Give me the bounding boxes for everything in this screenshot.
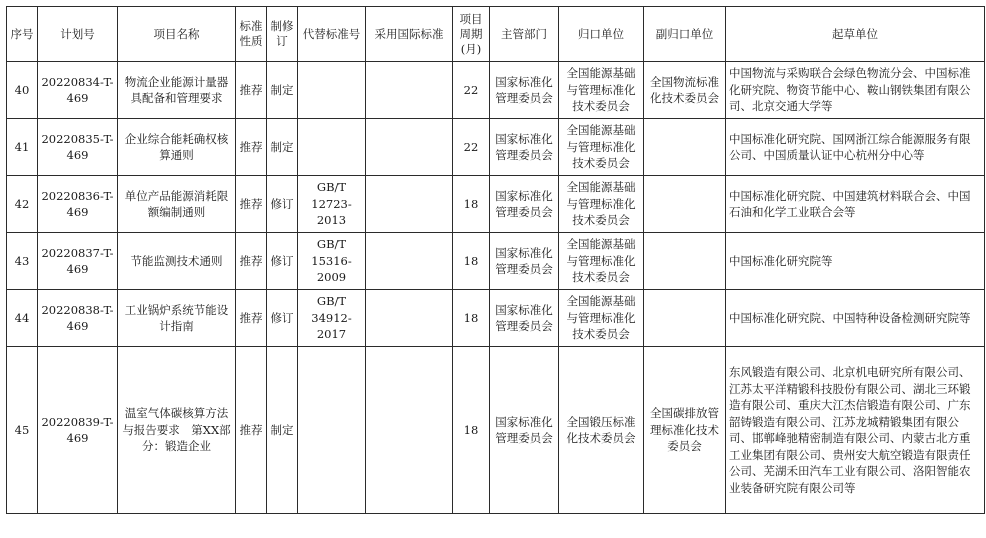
cell-seq: 44 [7, 290, 38, 347]
table-row [7, 233, 985, 290]
cell-revise: 制定 [267, 347, 298, 514]
cell-project-name: 企业综合能耗确权核算通则 [118, 119, 236, 176]
cell-project-name: 温室气体碳核算方法与报告要求 第XX部分：锻造企业 [118, 347, 236, 514]
cell-period: 18 [453, 347, 490, 514]
cell-seq: 42 [7, 176, 38, 233]
cell-sub-unit [644, 119, 726, 176]
standards-plan-table [6, 6, 985, 514]
standards-plan-sheet [6, 6, 984, 514]
cell-revise: 制定 [267, 119, 298, 176]
table-row [7, 290, 985, 347]
header-unit: 归口单位 [559, 7, 644, 62]
cell-drafter: 中国标准化研究院、中国建筑材料联合会、中国石油和化学工业联合会等 [726, 176, 985, 233]
cell-intl [366, 62, 453, 119]
cell-dept: 国家标准化管理委员会 [490, 290, 559, 347]
header-sub-unit: 副归口单位 [644, 7, 726, 62]
cell-period: 22 [453, 62, 490, 119]
cell-plan-no: 20220836-T-469 [38, 176, 118, 233]
cell-period: 18 [453, 176, 490, 233]
cell-dept: 国家标准化管理委员会 [490, 119, 559, 176]
cell-period: 18 [453, 290, 490, 347]
cell-replace [298, 347, 366, 514]
cell-unit: 全国锻压标准化技术委员会 [559, 347, 644, 514]
cell-unit: 全国能源基础与管理标准化技术委员会 [559, 176, 644, 233]
table-row [7, 176, 985, 233]
cell-drafter: 中国标准化研究院等 [726, 233, 985, 290]
cell-seq: 45 [7, 347, 38, 514]
header-nature: 标准性质 [236, 7, 267, 62]
cell-period: 18 [453, 233, 490, 290]
cell-replace: GB/T 34912-2017 [298, 290, 366, 347]
cell-intl [366, 347, 453, 514]
cell-replace [298, 62, 366, 119]
cell-nature: 推荐 [236, 290, 267, 347]
cell-revise: 修订 [267, 290, 298, 347]
cell-dept: 国家标准化管理委员会 [490, 347, 559, 514]
header-plan-no: 计划号 [38, 7, 118, 62]
header-row [7, 7, 985, 62]
cell-sub-unit [644, 290, 726, 347]
cell-revise: 制定 [267, 62, 298, 119]
cell-unit: 全国能源基础与管理标准化技术委员会 [559, 290, 644, 347]
table-row [7, 119, 985, 176]
cell-nature: 推荐 [236, 62, 267, 119]
cell-sub-unit: 全国碳排放管理标准化技术委员会 [644, 347, 726, 514]
cell-sub-unit [644, 176, 726, 233]
header-project-name: 项目名称 [118, 7, 236, 62]
cell-intl [366, 119, 453, 176]
cell-dept: 国家标准化管理委员会 [490, 233, 559, 290]
header-drafter: 起草单位 [726, 7, 985, 62]
cell-project-name: 单位产品能源消耗限额编制通则 [118, 176, 236, 233]
header-intl: 采用国际标准 [366, 7, 453, 62]
cell-sub-unit [644, 233, 726, 290]
cell-sub-unit: 全国物流标准化技术委员会 [644, 62, 726, 119]
cell-drafter: 中国标准化研究院、中国特种设备检测研究院等 [726, 290, 985, 347]
cell-seq: 43 [7, 233, 38, 290]
cell-drafter: 东风锻造有限公司、北京机电研究所有限公司、江苏太平洋精锻科技股份有限公司、湖北三环锻造有限公司、重庆大江杰信锻造有限公司、广东韶铸锻造有限公司、江苏龙城精锻集团有限公司、邯郸峰驰精密制造有限公司、内蒙古北方重工业集团有限公司、贵州安大航空锻造有限责任公司、芜湖禾田汽车工业有限公司、洛阳智能农业装备研究院有限公司等 [726, 347, 985, 514]
cell-dept: 国家标准化管理委员会 [490, 62, 559, 119]
cell-project-name: 节能监测技术通则 [118, 233, 236, 290]
header-period: 项目周期(月) [453, 7, 490, 62]
cell-intl [366, 176, 453, 233]
table-row [7, 62, 985, 119]
cell-replace: GB/T 15316-2009 [298, 233, 366, 290]
header-seq: 序号 [7, 7, 38, 62]
cell-nature: 推荐 [236, 176, 267, 233]
cell-revise: 修订 [267, 176, 298, 233]
cell-plan-no: 20220838-T-469 [38, 290, 118, 347]
header-revise: 制修订 [267, 7, 298, 62]
cell-nature: 推荐 [236, 233, 267, 290]
cell-plan-no: 20220834-T-469 [38, 62, 118, 119]
cell-nature: 推荐 [236, 347, 267, 514]
cell-revise: 修订 [267, 233, 298, 290]
cell-unit: 全国能源基础与管理标准化技术委员会 [559, 233, 644, 290]
cell-drafter: 中国标准化研究院、国网浙江综合能源服务有限公司、中国质量认证中心杭州分中心等 [726, 119, 985, 176]
cell-unit: 全国能源基础与管理标准化技术委员会 [559, 119, 644, 176]
cell-project-name: 物流企业能源计量器具配备和管理要求 [118, 62, 236, 119]
table-row [7, 347, 985, 514]
cell-unit: 全国能源基础与管理标准化技术委员会 [559, 62, 644, 119]
cell-dept: 国家标准化管理委员会 [490, 176, 559, 233]
cell-plan-no: 20220835-T-469 [38, 119, 118, 176]
cell-replace [298, 119, 366, 176]
cell-intl [366, 233, 453, 290]
cell-plan-no: 20220837-T-469 [38, 233, 118, 290]
cell-drafter: 中国物流与采购联合会绿色物流分会、中国标准化研究院、物资节能中心、鞍山钢铁集团有限公司、北京交通大学等 [726, 62, 985, 119]
header-replace: 代替标准号 [298, 7, 366, 62]
cell-period: 22 [453, 119, 490, 176]
cell-intl [366, 290, 453, 347]
cell-seq: 41 [7, 119, 38, 176]
header-dept: 主管部门 [490, 7, 559, 62]
cell-replace: GB/T 12723-2013 [298, 176, 366, 233]
cell-seq: 40 [7, 62, 38, 119]
cell-project-name: 工业锅炉系统节能设计指南 [118, 290, 236, 347]
cell-plan-no: 20220839-T-469 [38, 347, 118, 514]
cell-nature: 推荐 [236, 119, 267, 176]
